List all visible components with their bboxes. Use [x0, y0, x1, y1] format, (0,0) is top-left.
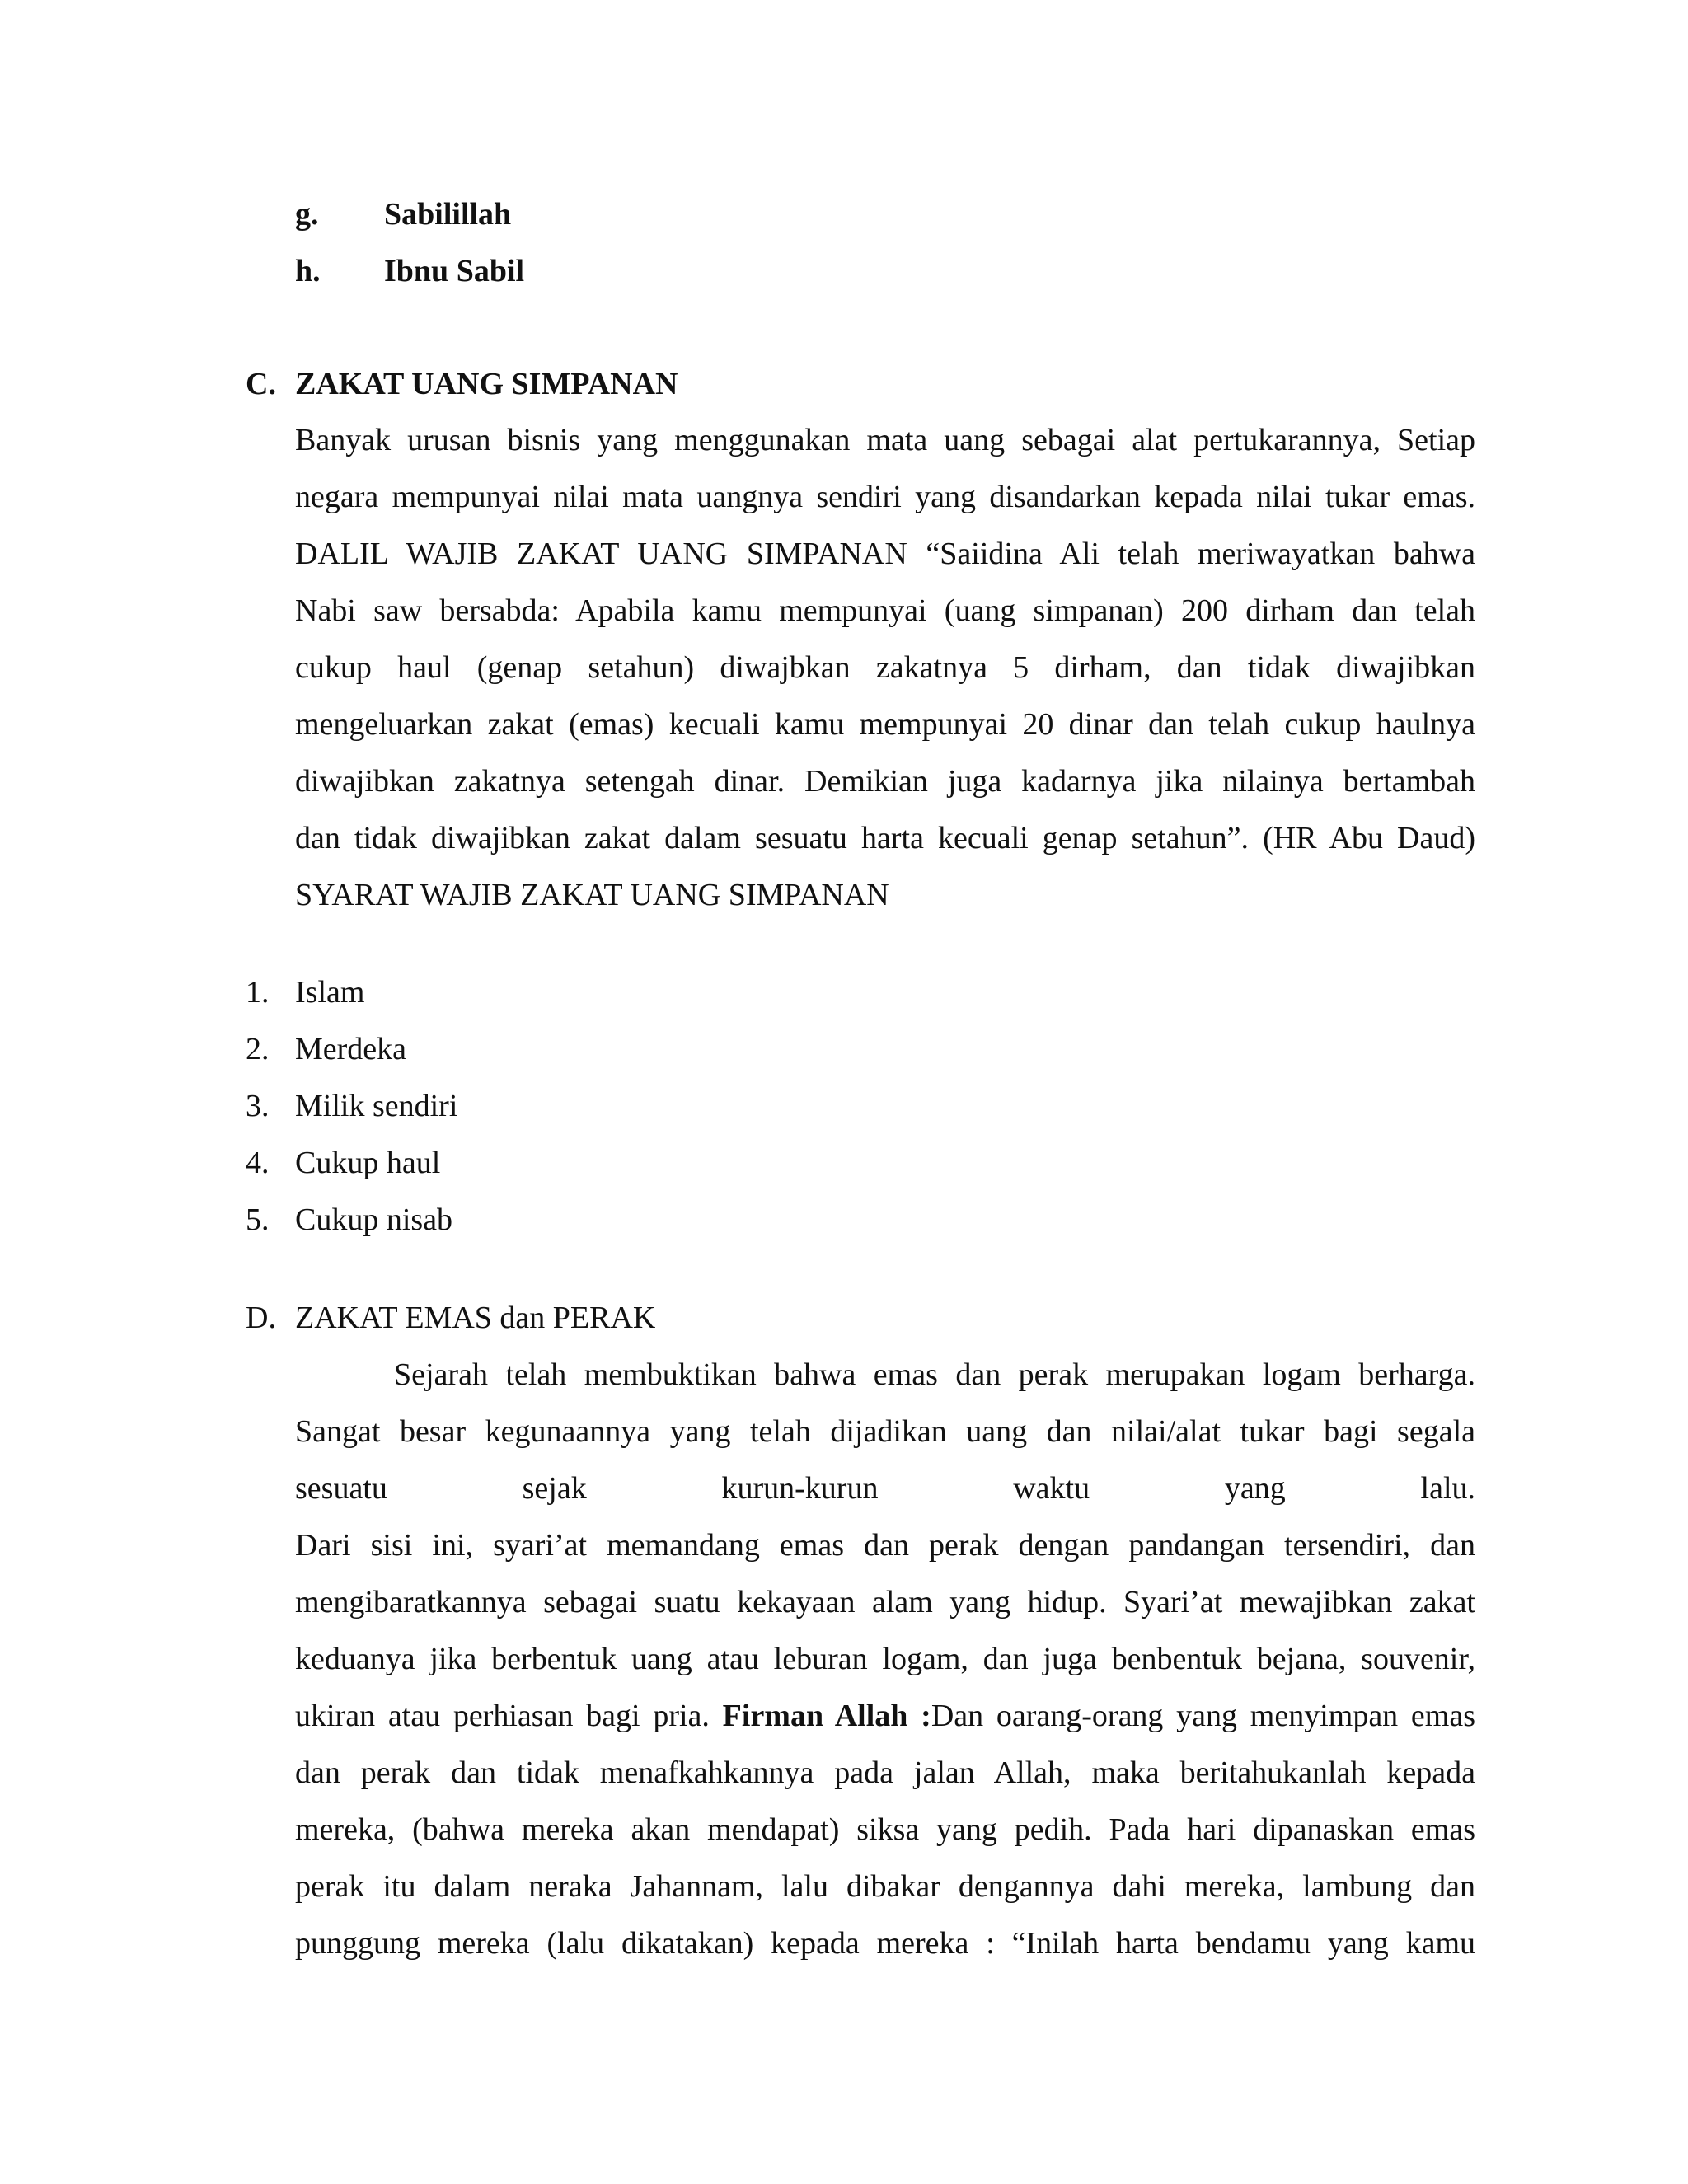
section-c-line-4: Nabi saw bersabda: Apabila kamu mempunyai (uang simpanan) 200 dirham dan telah	[295, 593, 1475, 628]
section-c-letter: C.	[246, 367, 276, 401]
section-d-line-4: Dari sisi ini, syari’at memandang emas dan perak dengan pandangan tersendiri, dan	[295, 1528, 1475, 1563]
syarat-item-5: Cukup nisab	[295, 1202, 453, 1237]
syarat-num-4: 4.	[246, 1146, 270, 1180]
section-c-line-1: Banyak urusan bisnis yang menggunakan mata uang sebagai alat pertukarannya, Setiap	[295, 423, 1475, 457]
list-marker-h: h.	[295, 254, 321, 288]
list-item-ibnu-sabil: Ibnu Sabil	[384, 254, 525, 288]
syarat-item-3: Milik sendiri	[295, 1089, 458, 1123]
line-7-pre: ukiran atau perhiasan bagi pria.	[295, 1699, 710, 1733]
section-d-line-8: dan perak dan tidak menafkahkannya pada jalan Allah, maka beritahukanlah kepada	[295, 1755, 1475, 1790]
section-d-line-10: perak itu dalam neraka Jahannam, lalu dibakar dengannya dahi mereka, lambung dan	[295, 1869, 1475, 1904]
section-d-line-3: sesuatu sejak kurun-kurun waktu yang lalu.	[295, 1471, 1475, 1506]
section-c-line-5: cukup haul (genap setahun) diwajbkan zakatnya 5 dirham, dan tidak diwajibkan	[295, 650, 1475, 685]
section-d-line-1: Sejarah telah membuktikan bahwa emas dan perak merupakan logam berharga.	[394, 1357, 1475, 1392]
section-d-line-11: punggung mereka (lalu dikatakan) kepada mereka : “Inilah harta bendamu yang kamu	[295, 1926, 1475, 1961]
list-marker-g: g.	[295, 197, 319, 232]
section-c-line-3: DALIL WAJIB ZAKAT UANG SIMPANAN “Saiidina Ali telah meriwayatkan bahwa	[295, 537, 1475, 571]
section-c-line-2: negara mempunyai nilai mata uangnya sendiri yang disandarkan kepada nilai tukar emas.	[295, 480, 1475, 514]
section-d-line-6: keduanya jika berbentuk uang atau leburan logam, dan juga benbentuk bejana, souvenir,	[295, 1642, 1475, 1676]
line-7-post: Dan oarang-orang yang menyimpan emas	[931, 1699, 1475, 1733]
section-c-line-6: mengeluarkan zakat (emas) kecuali kamu mempunyai 20 dinar dan telah cukup haulnya	[295, 707, 1475, 742]
section-d-line-5: mengibaratkannya sebagai suatu kekayaan alam yang hidup. Syari’at mewajibkan zakat	[295, 1585, 1475, 1619]
section-d-letter: D.	[246, 1301, 276, 1335]
section-d-heading: ZAKAT EMAS dan PERAK	[295, 1301, 656, 1335]
syarat-num-5: 5.	[246, 1202, 270, 1237]
section-c-line-8: dan tidak diwajibkan zakat dalam sesuatu harta kecuali genap setahun”. (HR Abu Daud)	[295, 821, 1475, 855]
syarat-item-4: Cukup haul	[295, 1146, 441, 1180]
section-c-heading: ZAKAT UANG SIMPANAN	[295, 367, 678, 401]
section-d-line-7	[295, 1688, 1475, 1745]
syarat-num-2: 2.	[246, 1032, 270, 1066]
syarat-item-1: Islam	[295, 975, 365, 1010]
syarat-num-3: 3.	[246, 1089, 270, 1123]
list-item-sabilillah: Sabilillah	[384, 197, 512, 232]
syarat-item-2: Merdeka	[295, 1032, 407, 1066]
section-c-line-9: SYARAT WAJIB ZAKAT UANG SIMPANAN	[295, 878, 889, 912]
firman-allah-label: Firman Allah :	[722, 1699, 931, 1733]
syarat-num-1: 1.	[246, 975, 270, 1010]
section-d-line-2: Sangat besar kegunaannya yang telah dijadikan uang dan nilai/alat tukar bagi segala	[295, 1414, 1475, 1449]
section-c-line-7: diwajibkan zakatnya setengah dinar. Demikian juga kadarnya jika nilainya bertambah	[295, 764, 1475, 799]
section-d-line-9: mereka, (bahwa mereka akan mendapat) siksa yang pedih. Pada hari dipanaskan emas	[295, 1812, 1475, 1847]
